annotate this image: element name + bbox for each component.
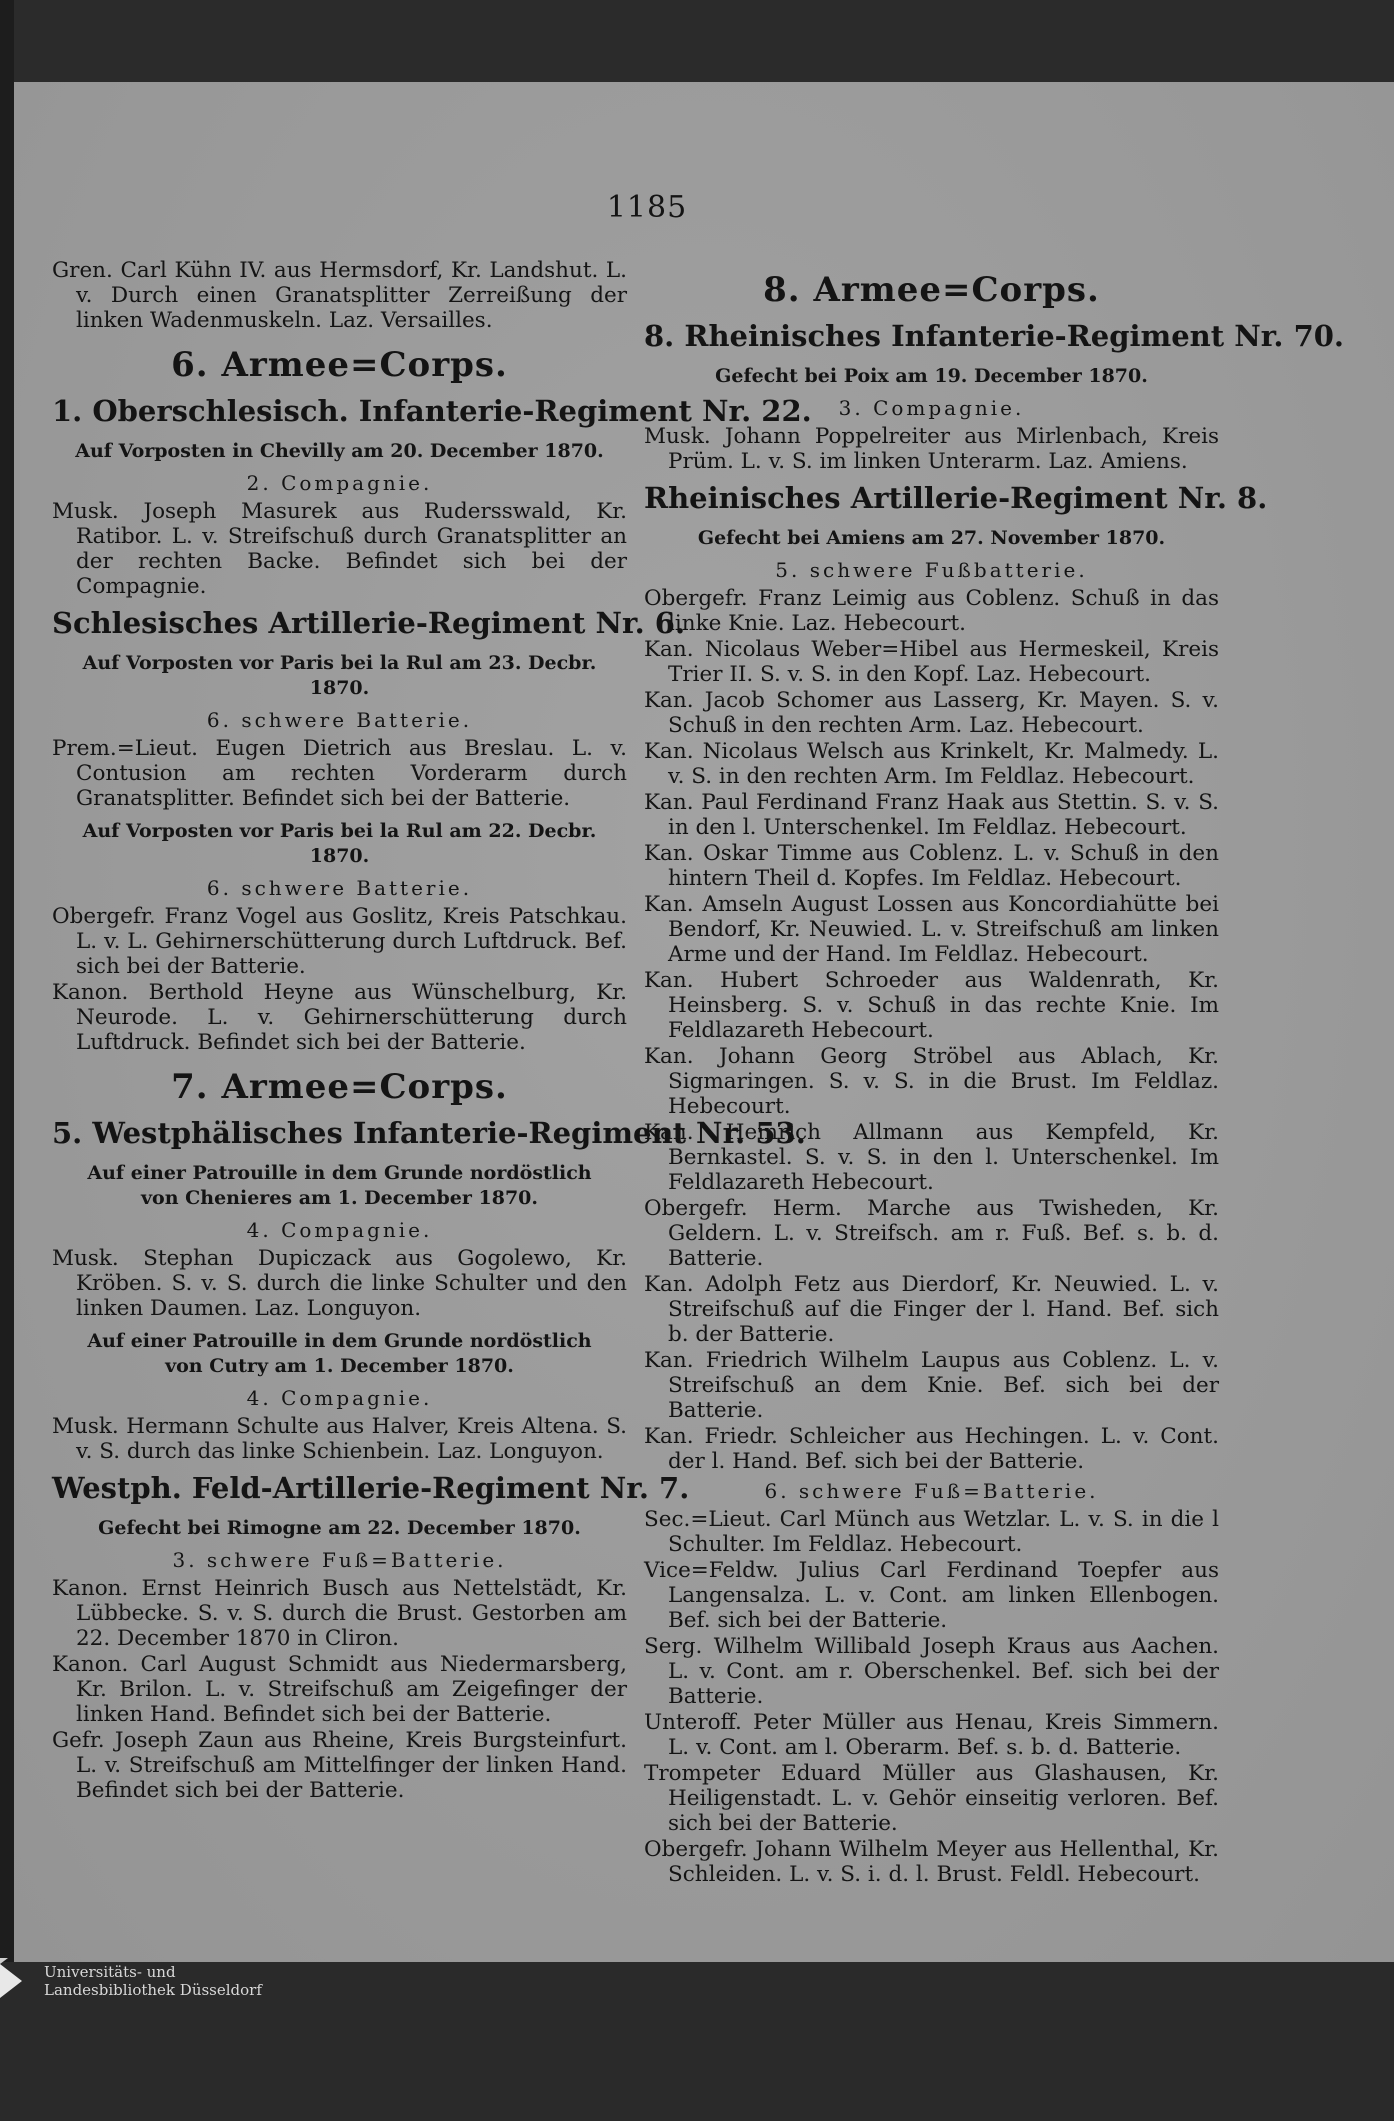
engagement-heading: Auf Vorposten vor Paris bei la Rul am 23. Decbr. 1870. xyxy=(82,652,597,699)
casualty-entry: Serg. Wilhelm Willibald Joseph Kraus aus Aachen. L. v. Cont. am r. Oberschenkel. Bef. sich bei der Batterie. xyxy=(644,1634,1219,1709)
unit-heading: 6. schwere Fuß=Batterie. xyxy=(764,1479,1099,1503)
casualty-entry: Kan. Johann Georg Ströbel aus Ablach, Kr. Sigmaringen. S. v. S. in die Brust. Im Feldlaz. Hebecourt. xyxy=(644,1044,1219,1119)
library-logo xyxy=(0,1958,300,2004)
casualty-entry: Obergefr. Johann Wilhelm Meyer aus Hellenthal, Kr. Schleiden. L. v. S. i. d. l. Brust. Feldl. Hebecourt. xyxy=(644,1837,1219,1887)
casualty-entry: Kan. Adolph Fetz aus Dierdorf, Kr. Neuwied. L. v. Streifschuß auf die Finger der l. Hand. Bef. sich b. der Batterie. xyxy=(644,1272,1219,1347)
engagement-heading: Gefecht bei Rimogne am 22. December 1870. xyxy=(98,1517,581,1539)
casualty-entry: Kanon. Berthold Heyne aus Wünschelburg, Kr. Neurode. L. v. Gehirnerschütterung durch Luftdruck. Befindet sich bei der Batterie. xyxy=(52,980,627,1055)
casualty-entry: Kan. Nicolaus Welsch aus Krinkelt, Kr. Malmedy. L. v. S. in den rechten Arm. Im Feldlaz. Hebecourt. xyxy=(644,739,1219,789)
casualty-entry: Musk. Hermann Schulte aus Halver, Kreis Altena. S. v. S. durch das linke Schienbein. Laz. Longuyon. xyxy=(52,1414,627,1464)
casualty-entry: Musk. Joseph Masurek aus Rudersswald, Kr. Ratibor. L. v. Streifschuß durch Granatsplitter an der rechten Backe. Befindet sich bei der Compagnie. xyxy=(52,499,627,599)
casualty-entry: Kan. Nicolaus Weber=Hibel aus Hermeskeil, Kreis Trier II. S. v. S. in den Kopf. Laz. Hebecourt. xyxy=(644,637,1219,687)
casualty-entry: Kan. Heinrich Allmann aus Kempfeld, Kr. Bernkastel. S. v. S. in den l. Unterschenkel. Im Feldlazareth Hebecourt. xyxy=(644,1120,1219,1195)
casualty-entry: Gren. Carl Kühn IV. aus Hermsdorf, Kr. Landshut. L. v. Durch einen Granatsplitter Zerreißung der linken Wadenmuskeln. Laz. Versailles. xyxy=(52,258,627,333)
unit-heading: 3. schwere Fuß=Batterie. xyxy=(172,1548,507,1572)
casualty-entry: Obergefr. Franz Vogel aus Goslitz, Kreis Patschkau. L. v. L. Gehirnerschütterung durch Luftdruck. Bef. sich bei der Batterie. xyxy=(52,904,627,979)
library-name-line2: Landesbibliothek Düsseldorf xyxy=(44,1981,262,1999)
casualty-entry: Kan. Paul Ferdinand Franz Haak aus Stettin. S. v. S. in den l. Unterschenkel. Im Feldlaz. Hebecourt. xyxy=(644,790,1219,840)
unit-heading: 4. Compagnie. xyxy=(246,1218,433,1242)
engagement-heading: Gefecht bei Amiens am 27. November 1870. xyxy=(697,527,1166,549)
unit-heading: 5. schwere Fußbatterie. xyxy=(775,558,1088,582)
document-page xyxy=(14,82,1394,1962)
regiment-heading: Rheinisches Artillerie-Regiment Nr. 8. xyxy=(644,481,1268,515)
unit-heading: 4. Compagnie. xyxy=(246,1386,433,1410)
unit-heading: 3. Compagnie. xyxy=(838,396,1025,420)
casualty-entry: Kan. Oskar Timme aus Coblenz. L. v. Schuß in den hintern Theil d. Kopfes. Im Feldlaz. Hebecourt. xyxy=(644,841,1219,891)
casualty-entry: Trompeter Eduard Müller aus Glashausen, Kr. Heiligenstadt. L. v. Gehör einseitig verloren. Bef. sich bei der Batterie. xyxy=(644,1761,1219,1836)
corps-heading: 8. Armee=Corps. xyxy=(763,270,1100,310)
unit-heading: 6. schwere Batterie. xyxy=(206,876,473,900)
casualty-entry: Sec.=Lieut. Carl Münch aus Wetzlar. L. v. S. in die l Schulter. Im Feldlaz. Hebecourt. xyxy=(644,1507,1219,1557)
regiment-heading: 1. Oberschlesisch. Infanterie-Regiment Nr. 22. xyxy=(52,394,812,428)
regiment-heading: Westph. Feld-Artillerie-Regiment Nr. 7. xyxy=(52,1471,690,1505)
corps-heading: 7. Armee=Corps. xyxy=(171,1067,508,1107)
library-name-line1: Universitäts- und xyxy=(44,1963,176,1981)
casualty-entry: Kan. Friedrich Wilhelm Laupus aus Coblenz. L. v. Streifschuß an dem Knie. Bef. sich bei der Batterie. xyxy=(644,1348,1219,1423)
regiment-heading: 5. Westphälisches Infanterie-Regiment Nr. 53. xyxy=(52,1116,806,1150)
engagement-heading: Auf einer Patrouille in dem Grunde nordöstlich von Chenieres am 1. December 1870. xyxy=(87,1162,592,1209)
casualty-entry: Unteroff. Peter Müller aus Henau, Kreis Simmern. L. v. Cont. am l. Oberarm. Bef. s. b. d. Batterie. xyxy=(644,1710,1219,1760)
casualty-entry: Kan. Friedr. Schleicher aus Hechingen. L. v. Cont. der l. Hand. Bef. sich bei der Batterie. xyxy=(644,1424,1219,1474)
casualty-entry: Musk. Stephan Dupiczack aus Gogolewo, Kr. Kröben. S. v. S. durch die linke Schulter und den linken Daumen. Laz. Longuyon. xyxy=(52,1246,627,1321)
right-column xyxy=(644,258,1345,1888)
casualty-entry: Vice=Feldw. Julius Carl Ferdinand Toepfer aus Langensalza. L. v. Cont. am linken Ellenbogen. Bef. sich bei der Batterie. xyxy=(644,1558,1219,1633)
casualty-entry: Obergefr. Herm. Marche aus Twisheden, Kr. Geldern. L. v. Streifsch. am r. Fuß. Bef. s. b. d. Batterie. xyxy=(644,1196,1219,1271)
casualty-entry: Kan. Hubert Schroeder aus Waldenrath, Kr. Heinsberg. S. v. Schuß in das rechte Knie. Im Feldlazareth Hebecourt. xyxy=(644,968,1219,1043)
ulb-duesseldorf-logo-icon xyxy=(0,1958,40,2004)
regiment-heading: 8. Rheinisches Infanterie-Regiment Nr. 70. xyxy=(644,319,1345,353)
casualty-entry: Gefr. Joseph Zaun aus Rheine, Kreis Burgsteinfurt. L. v. Streifschuß am Mittelfinger der linken Hand. Befindet sich bei der Batterie. xyxy=(52,1728,627,1803)
scan-left-edge xyxy=(0,0,14,2121)
corps-heading: 6. Armee=Corps. xyxy=(171,345,508,385)
casualty-entry: Kan. Amseln August Lossen aus Koncordiahütte bei Bendorf, Kr. Neuwied. L. v. Streifschuß am linken Arme und der Hand. Im Feldlaz. Hebecourt. xyxy=(644,892,1219,967)
unit-heading: 6. schwere Batterie. xyxy=(206,708,473,732)
regiment-heading: Schlesisches Artillerie-Regiment Nr. 6. xyxy=(52,606,686,640)
casualty-entry: Prem.=Lieut. Eugen Dietrich aus Breslau. L. v. Contusion am rechten Vorderarm durch Granatsplitter. Befindet sich bei der Batterie. xyxy=(52,736,627,811)
casualty-entry: Kan. Jacob Schomer aus Lasserg, Kr. Mayen. S. v. Schuß in den rechten Arm. Laz. Hebecourt. xyxy=(644,688,1219,738)
casualty-entry: Kanon. Carl August Schmidt aus Niedermarsberg, Kr. Brilon. L. v. Streifschuß am Zeigefinger der linken Hand. Befindet sich bei der Batterie. xyxy=(52,1652,627,1727)
left-column xyxy=(52,258,812,1804)
engagement-heading: Auf Vorposten in Chevilly am 20. December 1870. xyxy=(75,440,604,462)
library-name xyxy=(44,1963,262,1999)
engagement-heading: Auf Vorposten vor Paris bei la Rul am 22. Decbr. 1870. xyxy=(82,820,597,867)
casualty-entry: Musk. Johann Poppelreiter aus Mirlenbach, Kreis Prüm. L. v. S. im linken Unterarm. Laz. Amiens. xyxy=(644,424,1219,474)
unit-heading: 2. Compagnie. xyxy=(246,471,433,495)
engagement-heading: Auf einer Patrouille in dem Grunde nordöstlich von Cutry am 1. December 1870. xyxy=(87,1330,592,1377)
page-number: 1185 xyxy=(606,190,688,225)
engagement-heading: Gefecht bei Poix am 19. December 1870. xyxy=(715,365,1148,387)
casualty-entry: Obergefr. Franz Leimig aus Coblenz. Schuß in das linke Knie. Laz. Hebecourt. xyxy=(644,586,1219,636)
casualty-entry: Kanon. Ernst Heinrich Busch aus Nettelstädt, Kr. Lübbecke. S. v. S. durch die Brust. Gestorben am 22. December 1870 in Cliron. xyxy=(52,1576,627,1651)
